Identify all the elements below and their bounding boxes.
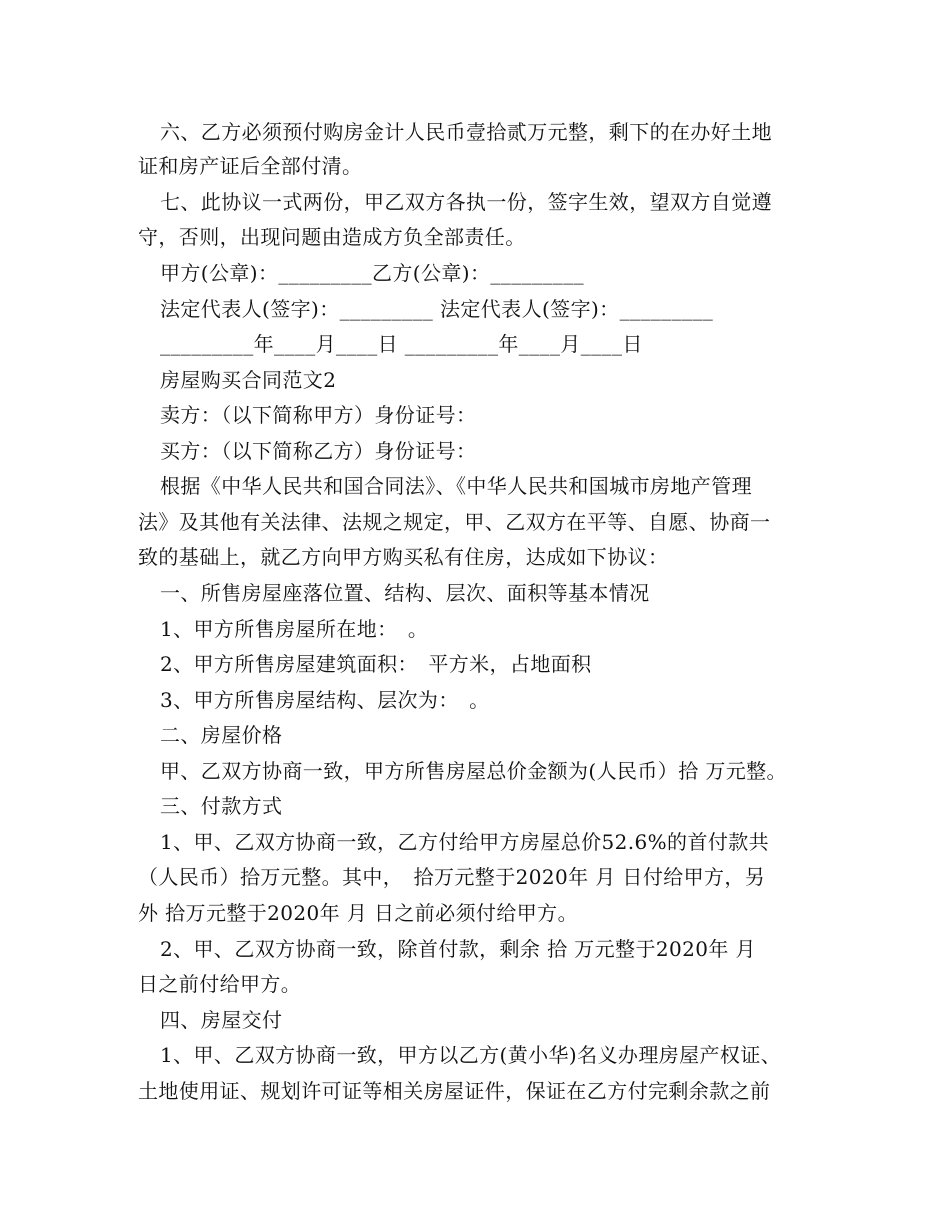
section-title: 房屋购买合同范文2 (160, 368, 337, 392)
clause-6-line-1: 六、乙方必须预付购房金计人民币壹拾贰万元整，剩下的在办好土地 (160, 120, 772, 144)
price-line: 甲、乙双方协商一致，甲方所售房屋总价金额为(人民币）拾 万元整。 (160, 759, 787, 783)
payment-1-line-2: （人民币）拾万元整。其中， 拾万元整于2020年 月 日付给甲方，另 (138, 865, 766, 889)
preamble-line-1: 根据《中华人民共和国合同法》、《中华人民共和国城市房地产管理 (160, 474, 752, 498)
heading-2: 二、房屋价格 (160, 723, 283, 747)
seller-line: 卖方：（以下简称甲方）身份证号： (160, 403, 477, 427)
payment-1-line-1: 1、甲、乙双方协商一致，乙方付给甲方房屋总价52.6%的首付款共 (160, 830, 770, 854)
payment-2-line-2: 日之前付给甲方。 (138, 972, 302, 996)
payment-1-line-3: 外 拾万元整于2020年 月 日之前必须付给甲方。 (138, 901, 578, 925)
clause-6-line-2: 证和房产证后全部付清。 (138, 154, 363, 178)
delivery-1-line-2: 土地使用证、规划许可证等相关房屋证件，保证在乙方付完剩余款之前 (138, 1079, 771, 1103)
signature-line: 法定代表人(签字)：_________ 法定代表人(签字)：_________ (160, 297, 714, 321)
item-1-3: 3、甲方所售房屋结构、层次为： 。 (160, 688, 490, 712)
seal-line: 甲方(公章)：_________乙方(公章)：_________ (160, 261, 585, 285)
clause-7-line-2: 守，否则，出现问题由造成方负全部责任。 (138, 225, 526, 249)
heading-1: 一、所售房屋座落位置、结构、层次、面积等基本情况 (160, 581, 650, 605)
payment-2-line-1: 2、甲、乙双方协商一致，除首付款，剩余 拾 万元整于2020年 月 (160, 937, 756, 961)
preamble-line-2: 法》及其他有关法律、法规之规定，甲、乙双方在平等、自愿、协商一 (138, 510, 771, 534)
buyer-line: 买方：（以下简称乙方）身份证号： (160, 439, 477, 463)
item-1-1: 1、甲方所售房屋所在地： 。 (160, 617, 429, 641)
item-1-2: 2、甲方所售房屋建筑面积： 平方米，占地面积 (160, 652, 592, 676)
preamble-line-3: 致的基础上，就乙方向甲方购买私有住房，达成如下协议： (138, 545, 669, 569)
heading-4: 四、房屋交付 (160, 1008, 283, 1032)
heading-3: 三、付款方式 (160, 794, 283, 818)
clause-7-line-1: 七、此协议一式两份，甲乙双方各执一份，签字生效，望双方自觉遵 (160, 190, 772, 214)
delivery-1-line-1: 1、甲、乙双方协商一致，甲方以乙方(黄小华)名义办理房屋产权证、 (160, 1043, 782, 1067)
date-line: _________年____月____日 _________年____月____日 (160, 332, 643, 356)
